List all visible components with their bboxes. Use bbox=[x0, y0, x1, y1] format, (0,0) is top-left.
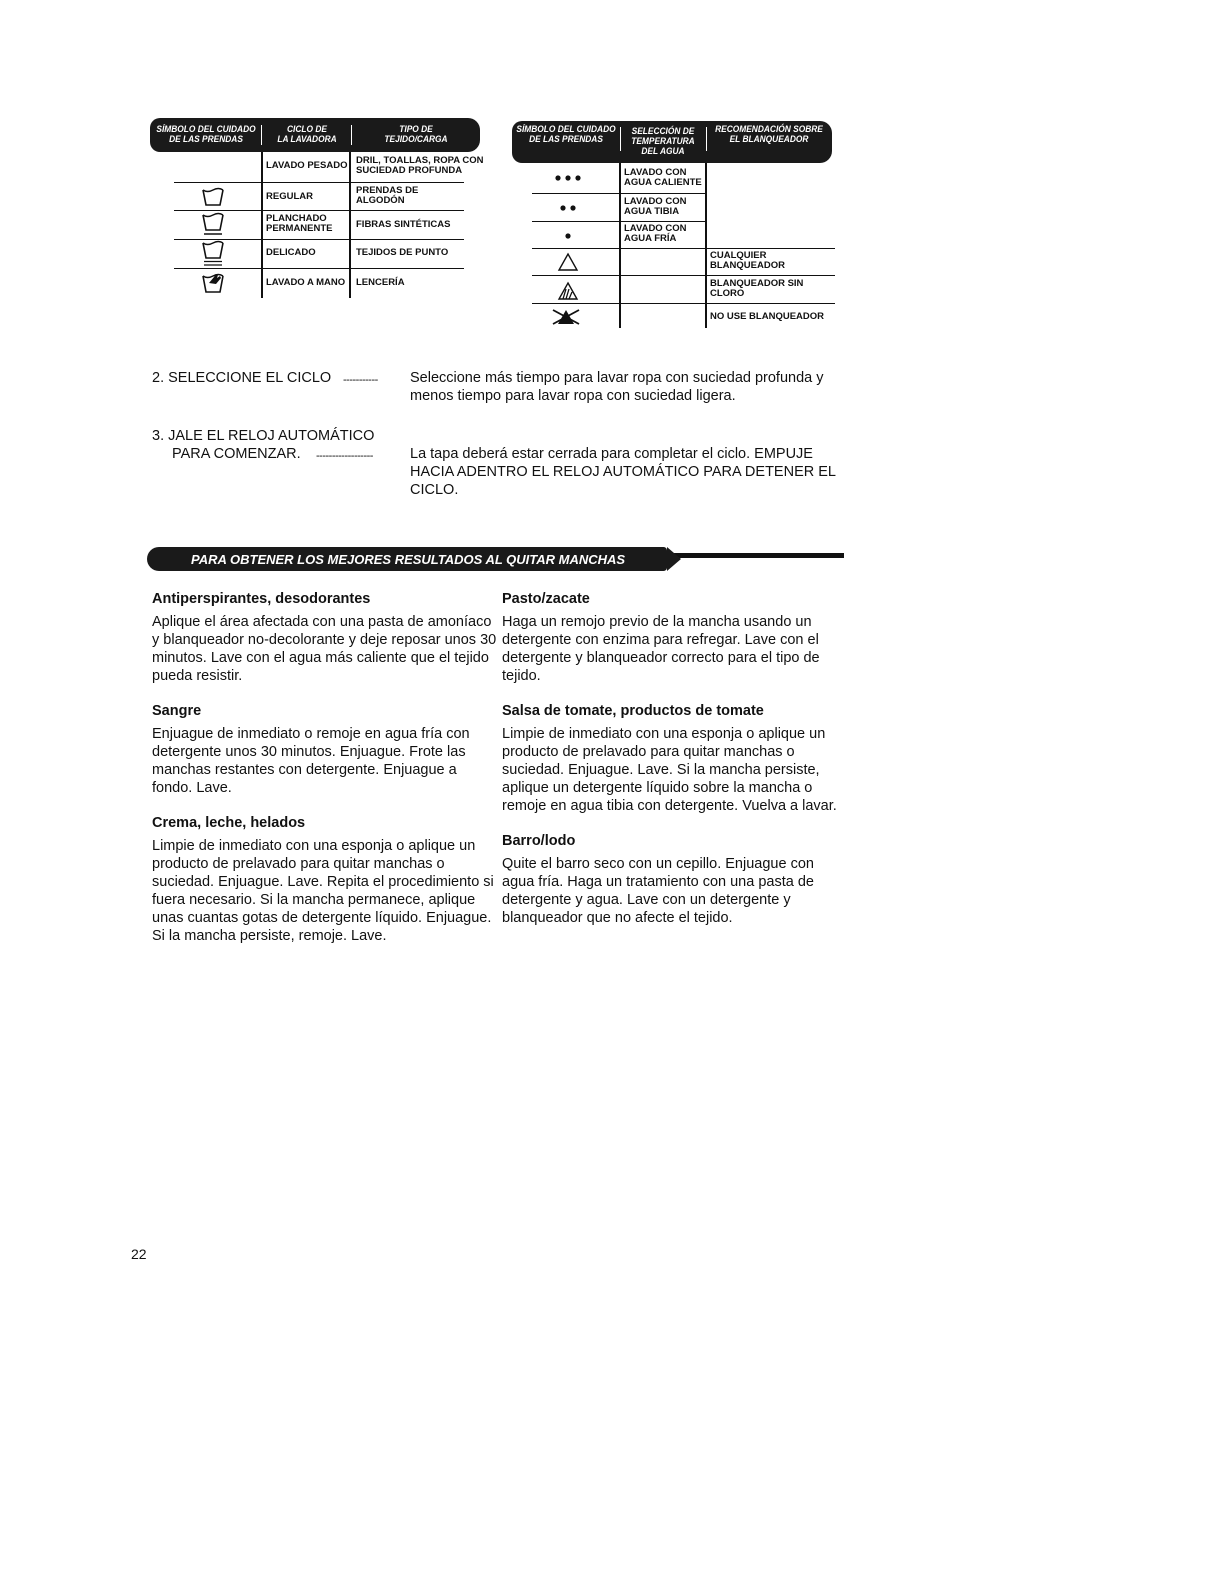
step-label: 2. SELECCIONE EL CICLO bbox=[152, 370, 332, 386]
stain-title: Pasto/zacate bbox=[502, 591, 590, 607]
hand-wash-icon bbox=[198, 269, 228, 297]
leader-dashes: ------------------ bbox=[316, 450, 373, 462]
temperature-bleach-table bbox=[512, 121, 832, 331]
two-dots-icon bbox=[548, 201, 588, 215]
cycle-label: LAVADO PESADO bbox=[266, 160, 348, 171]
stain-entry bbox=[502, 702, 847, 815]
crossed-triangle-icon bbox=[542, 306, 590, 328]
step-description: La tapa deberá estar cerrada para completar el ciclo. EMPUJE HACIA ADENTRO EL RELOJ AUTOMÁTICO PARA DETENER EL CICLO. bbox=[410, 446, 836, 498]
triangle-icon bbox=[550, 250, 586, 274]
stain-entry bbox=[152, 814, 497, 945]
stain-text: Limpie de inmediato con una esponja o aplique un producto de prelavado para quitar manchas o suciedad. Enjuague. Lave. Repita el procedimiento si fuera necesario. Si la mancha permanece, aplique unas cuantas gotas de detergente líquido. Enjuague. Si la mancha persiste, remoje. Lave. bbox=[152, 838, 494, 944]
stain-entry bbox=[152, 590, 497, 685]
washtub-delicate-icon bbox=[198, 239, 228, 269]
washtub-icon bbox=[198, 184, 228, 210]
washtub-permanent-press-icon bbox=[198, 211, 228, 239]
table-row bbox=[150, 210, 480, 239]
one-dot-icon bbox=[548, 229, 588, 243]
header-washer-cycle: CICLO DE LA LAVADORA bbox=[277, 124, 337, 145]
stain-text: Enjuague de inmediato o remoje en agua fría con detergente unos 30 minutos. Enjuague. Frote las manchas restantes con detergente. Enjuague a fondo. Lave. bbox=[152, 726, 470, 796]
cycle-label: REGULAR bbox=[266, 191, 313, 202]
stain-entry bbox=[152, 702, 497, 797]
stain-title: Salsa de tomate, productos de tomate bbox=[502, 703, 764, 719]
table-row bbox=[512, 163, 832, 193]
page-number: 22 bbox=[131, 1246, 147, 1262]
table-row bbox=[512, 303, 832, 329]
stain-text: Haga un remojo previo de la mancha usando un detergente con enzima para refregar. Lave con el detergente y blanqueador correcto para el tipo de tejido. bbox=[502, 614, 820, 684]
stain-title: Antiperspirantes, desodorantes bbox=[152, 591, 371, 607]
table-row bbox=[150, 268, 480, 298]
cycle-label: DELICADO bbox=[266, 247, 316, 258]
cycle-table-header bbox=[150, 118, 480, 152]
stain-title: Sangre bbox=[152, 703, 202, 719]
table-row bbox=[512, 221, 832, 248]
fabric-label: LENCERÍA bbox=[356, 277, 405, 288]
stain-title: Barro/lodo bbox=[502, 833, 576, 849]
header-care-symbol: SÍMBOLO DEL CUIDADO DE LAS PRENDAS bbox=[516, 124, 616, 145]
bleach-label: CUALQUIER BLANQUEADOR bbox=[710, 250, 785, 271]
temperature-label: LAVADO CON AGUA TIBIA bbox=[624, 196, 687, 217]
stain-text: Aplique el área afectada con una pasta de amoníaco y blanqueador no-decolorante y deje reposar unos 30 minutos. Lave con el agua más caliente que el tejido pueda resistir. bbox=[152, 614, 497, 684]
step-description: Seleccione más tiempo para lavar ropa con suciedad profunda y menos tiempo para lavar ropa con suciedad ligera. bbox=[410, 370, 824, 404]
cycle-label: PLANCHADO PERMANENTE bbox=[266, 213, 333, 234]
table-row bbox=[150, 239, 480, 268]
table-row bbox=[512, 248, 832, 275]
table-row bbox=[150, 152, 484, 182]
temperature-table-header bbox=[512, 121, 832, 163]
fabric-label: PRENDAS DE ALGODÓN bbox=[356, 185, 419, 206]
three-dots-icon bbox=[548, 171, 588, 185]
fabric-label: DRIL, TOALLAS, ROPA CON SUCIEDAD PROFUNDA bbox=[356, 155, 484, 176]
instruction-steps bbox=[152, 369, 852, 509]
fabric-label: TEJIDOS DE PUNTO bbox=[356, 247, 449, 258]
bleach-label: BLANQUEADOR SIN CLORO bbox=[710, 278, 804, 299]
cycle-table bbox=[150, 118, 484, 298]
cycle-label: LAVADO A MANO bbox=[266, 277, 346, 288]
header-water-temperature: SELECCIÓN DE TEMPERATURA DEL AGUA bbox=[631, 126, 695, 157]
stain-entry bbox=[502, 832, 847, 927]
stain-title: Crema, leche, helados bbox=[152, 815, 306, 831]
table-row bbox=[150, 182, 480, 210]
temperature-label: LAVADO CON AGUA FRÍA bbox=[624, 223, 687, 244]
header-care-symbol: SÍMBOLO DEL CUIDADO DE LAS PRENDAS bbox=[156, 124, 256, 145]
header-fabric-load: TIPO DE TEJIDO/CARGA bbox=[384, 124, 448, 145]
table-row bbox=[512, 193, 832, 221]
fabric-label: FIBRAS SINTÉTICAS bbox=[356, 219, 451, 230]
step-label: 3. JALE EL RELOJ AUTOMÁTICO bbox=[152, 428, 375, 444]
section-banner: PARA OBTENER LOS MEJORES RESULTADOS AL QUITAR MANCHAS bbox=[147, 547, 667, 571]
stain-text: Limpie de inmediato con una esponja o aplique un producto de prelavado para quitar manchas o suciedad. Enjuague. Lave. Si la mancha persiste, aplique un detergente líquido sobre la mancha o remoje en agua tibia con detergente. Vuelva a lavar. bbox=[502, 726, 837, 814]
striped-triangle-icon bbox=[550, 279, 586, 303]
bleach-label: NO USE BLANQUEADOR bbox=[710, 311, 825, 322]
stain-entry bbox=[502, 590, 847, 685]
table-row bbox=[512, 275, 832, 303]
stain-text: Quite el barro seco con un cepillo. Enjuague con agua fría. Haga un tratamiento con una pasta de detergente y agua. Lave con un detergente y blanqueador que no afecte el tejido. bbox=[502, 856, 814, 926]
step-label-continued: PARA COMENZAR. bbox=[172, 446, 301, 462]
header-bleach-recommendation: RECOMENDACIÓN SOBRE EL BLANQUEADOR bbox=[715, 124, 823, 145]
leader-dashes: ----------- bbox=[343, 374, 378, 386]
stains-right-column bbox=[502, 590, 847, 944]
temperature-label: LAVADO CON AGUA CALIENTE bbox=[624, 167, 702, 188]
stains-left-column bbox=[152, 590, 497, 962]
